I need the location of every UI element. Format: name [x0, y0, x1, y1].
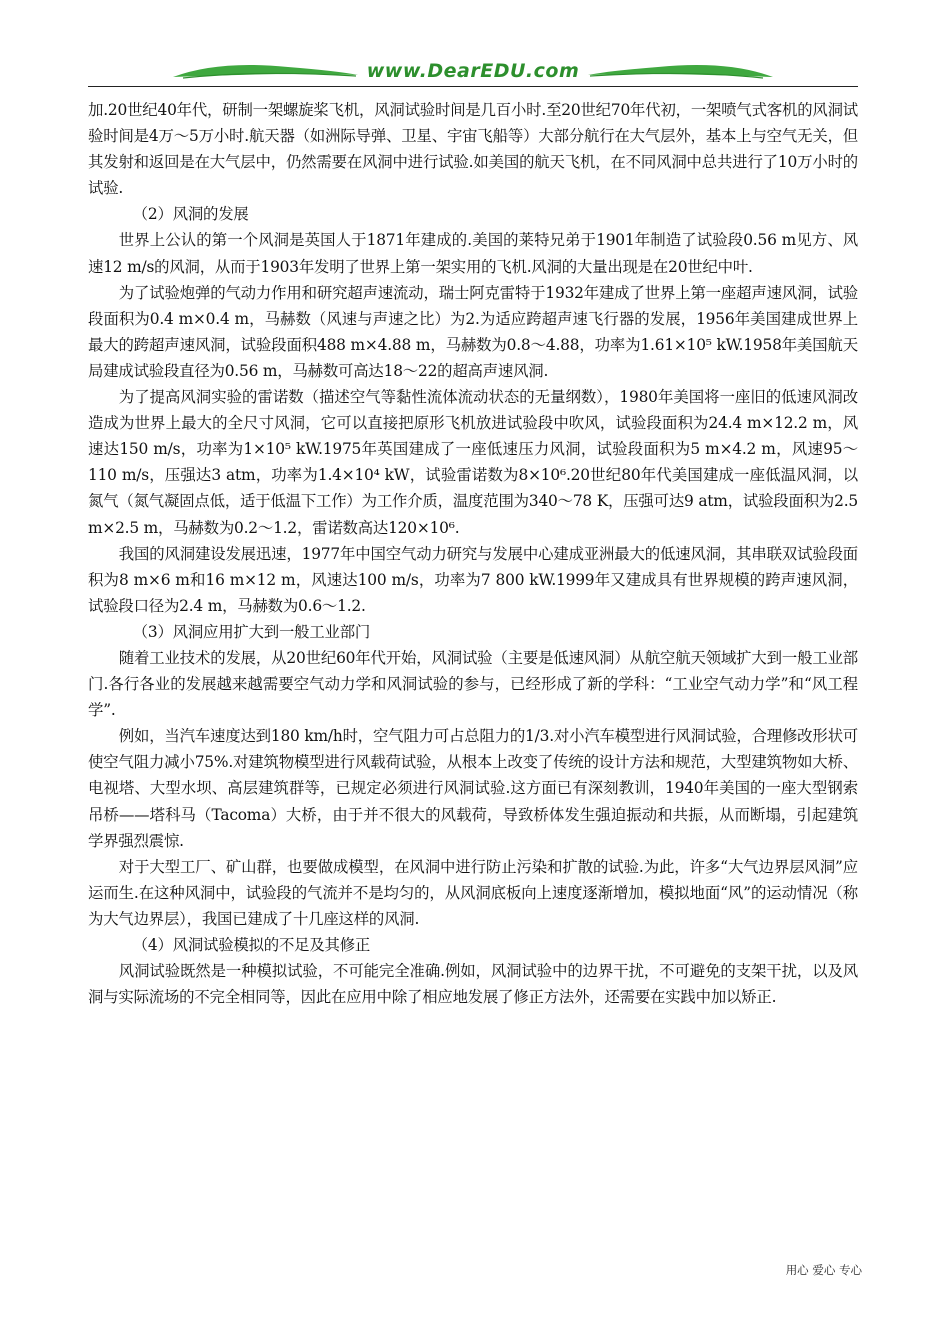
paragraph-continued: 加.20世纪40年代，研制一架螺旋桨飞机，风洞试验时间是几百小时.至20世纪70年代初，一架喷气式客机的风洞试验时间是4万～5万小时.航天器（如洲际导弹、卫星、宇宙飞船等）大部分航行在大气层外，基本上与空气无关，但其发射和返回是在大气层中，仍然需要在风洞中进行试验.如美国的航天飞机，在不同风洞中总共进行了10万小时的试验. [88, 101, 858, 198]
section-heading-2: （2）风洞的发展 [132, 205, 249, 224]
header-divider [88, 86, 858, 87]
section-heading-4: （4）风洞试验模拟的不足及其修正 [132, 936, 371, 954]
site-url: www.DearEDU.com [366, 60, 580, 82]
paragraph: 世界上公认的第一个风洞是英国人于1871年建成的.美国的莱特兄弟于1901年制造了试验段0.56 m见方、风速12 m/s的风洞，从而于1903年发明了世界上第一架实用的飞机.风洞的大量出现是在20世纪中叶. [88, 231, 858, 276]
section-heading-3: （3）风洞应用扩大到一般工业部门 [132, 622, 371, 641]
paragraph: 例如，当汽车速度达到180 km/h时，空气阻力可占总阻力的1/3.对小汽车模型进行风洞试验，合理修改形状可使空气阻力减小75%.对建筑物模型进行风载荷试验，从根本上改变了传统的设计方法和规范，大型建筑物如大桥、电视塔、大型水坝、高层建筑群等，已规定必须进行风洞试验.这方面已有深刻教训，1940年美国的一座大型钢索吊桥——塔科马（Tacoma）大桥，由于并不很大的风载荷，导致桥体发生强迫振动和共振，从而断塌，引起建筑学界强烈震惊. [88, 727, 858, 850]
paragraph: 随着工业技术的发展，从20世纪60年代开始，风洞试验（主要是低速风洞）从航空航天领域扩大到一般工业部门.各行各业的发展越来越需要空气动力学和风洞试验的参与，已经形成了新的学科：“工业空气动力学”和“风工程学”. [88, 648, 858, 720]
paragraph: 风洞试验既然是一种模拟试验，不可能完全准确.例如，风洞试验中的边界干扰，不可避免的支架干扰，以及风洞与实际流场的不完全相同等，因此在应用中除了相应地发展了修正方法外，还需要在实践中加以矫正. [88, 962, 858, 1007]
paragraph: 我国的风洞建设发展迅速，1977年中国空气动力研究与发展中心建成亚洲最大的低速风洞，其串联双试验段面积为8 m×6 m和16 m×12 m，风速达100 m/s，功率为7 800 kW.1999年又建成具有世界规模的跨声速风洞，试验段口径为2.4 m，马赫数为0.6～1.2. [88, 544, 858, 615]
paragraph: 为了提高风洞实验的雷诺数（描述空气等黏性流体流动状态的无量纲数），1980年美国将一座旧的低速风洞改造成为世界上最大的全尺寸风洞，它可以直接把原形飞机放进试验段中吹风，试验段面积为24.4 m×12.2 m，风速达150 m/s，功率为1×10⁵ kW.1975年英国建成了一座低速压力风洞，试验段面积为5 m×4.2 m，风速95～110 m/s，压强达3 atm，功率为1.4×10⁴ kW，试验雷诺数为8×10⁶.20世纪80年代美国建成一座低温风洞，以氮气（氮气凝固点低，适于低温下工作）为工作介质，温度范围为340～78 K，压强可达9 atm，试验段面积为2.5 m×2.5 m，马赫数为0.2～1.2，雷诺数高达120×10⁶. [88, 388, 858, 537]
article-body [88, 97, 858, 1010]
footer-motto: 用心 爱心 专心 [785, 1263, 862, 1277]
paragraph: 为了试验炮弹的气动力作用和研究超声速流动，瑞士阿克雷特于1932年建成了世界上第一座超声速风洞，试验段面积为0.4 m×0.4 m，马赫数（风速与声速之比）为2.为适应跨超声速飞行器的发展，1956年美国建成世界上最大的跨超声速风洞，试验段面积488 m×4.88 m，马赫数为0.8～4.88，功率为1.61×10⁵ kW.1958年美国航天局建成试验段直径为0.56 m，马赫数可高达18～22的超高声速风洞. [88, 283, 858, 380]
paragraph: 对于大型工厂、矿山群，也要做成模型，在风洞中进行防止污染和扩散的试验.为此，许多“大气边界层风洞”应运而生.在这种风洞中，试验段的气流并不是均匀的，从风洞底板向上速度逐渐增加，模拟地面“风”的运动情况（称为大气边界层），我国已建成了十几座这样的风洞. [88, 857, 858, 928]
page-header [88, 56, 858, 90]
